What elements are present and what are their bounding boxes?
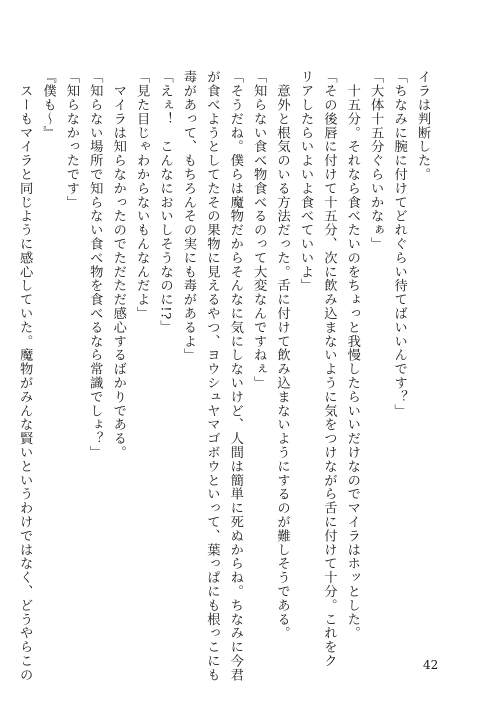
text-line: イラは判断した。 <box>415 70 430 182</box>
text-line: 「そうだね。僕らは魔物だからそんなに気にしないけど、人間は簡単に死ぬからね。ちなみに今君 <box>227 70 243 682</box>
text-line: 毒があって、もちろんその実にも毒があるよ」 <box>180 70 196 362</box>
text-line: 「見た目じゃわからないもんなんだよ」 <box>134 70 150 321</box>
text-line: 「知らない食べ物食べるのって大変なんですねぇ」 <box>251 70 267 390</box>
page-number: 42 <box>423 658 439 672</box>
text-line: 「大体十五分ぐらいかなぁ」 <box>368 70 384 251</box>
text-line: リアしたらいよいよ食べていいよ」 <box>297 70 313 293</box>
text-line: 『僕も～』 <box>40 70 56 140</box>
text-line: 十五分。それなら食べたいのをちょっと我慢したらいいだけなのでマイラはホッとした。 <box>344 70 360 640</box>
text-line: 「えぇ！ こんなにおいしそうなのに!?」 <box>157 70 173 334</box>
text-line: スーもマイラと同じように感心していた。魔物がみんな賢いというわけではなく、どうやらこの <box>17 70 33 682</box>
text-line: 「その後唇に付けて十五分、次に飲み込まないように気をつけながら舌に付けて十分。これをク <box>321 70 337 668</box>
text-line: マイラは知らなかったのでただただ感心するばかりである。 <box>110 70 126 460</box>
text-line: 「知らない場所で知らない食べ物を食べるなら常識でしょ？」 <box>87 70 103 460</box>
text-line: 意外と根気のいる方法だった。舌に付けて飲み込まないようにするのが難しそうである。 <box>274 70 290 640</box>
text-line: 「ちなみに腕に付けてどれぐらい待てばいいんです？」 <box>391 70 407 418</box>
text-line: 「知らなかったです」 <box>63 70 79 209</box>
text-line: が食べようとしてたその果物に見えるやつ、ヨウシュヤマゴボウといって、葉っぱにも根っこにも <box>204 70 220 682</box>
